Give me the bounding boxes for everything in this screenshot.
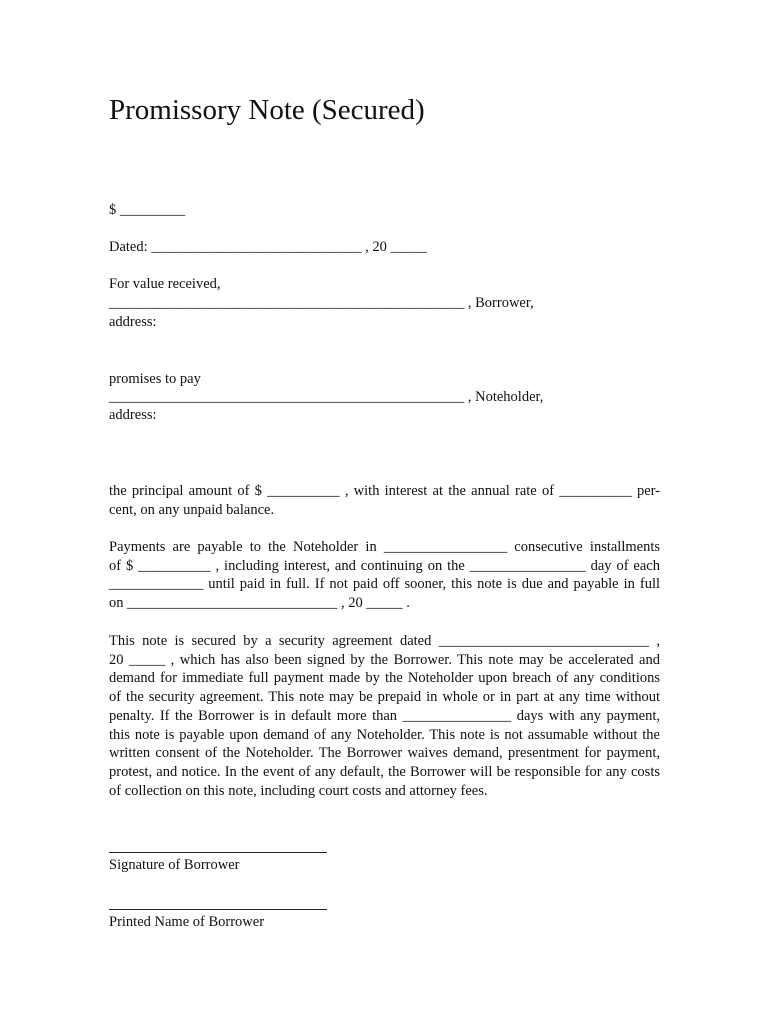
paragraph-line: demand for immediate full payment made by the Noteholder upon breach of any conditions [109,670,660,687]
paragraph-line: 20 _____ , which has also been signed by the Borrower. This note may be accelerated and [109,651,660,668]
noteholder-line: _________________________________________________ , Noteholder, [109,389,544,405]
paragraph-line: _____________ until paid in full. If not paid off sooner, this note is due and payable in full [109,576,660,593]
noteholder-address-label: address: [109,407,157,423]
paragraph-line: the principal amount of $ __________ , with interest at the annual rate of __________ per- [109,483,660,499]
paragraph-line: cent, on any unpaid balance. [109,501,275,518]
promises-to-pay: promises to pay [109,371,201,387]
paragraph-line: of $ __________ , including interest, and continuing on the ________________ day of each [109,557,660,574]
amount-line: $ _________ [109,202,186,218]
printed-name-label: Printed Name of Borrower [109,914,265,930]
signature-rule [109,852,327,853]
paragraph-line: Payments are payable to the Noteholder in _________________ consecutive installments [109,539,660,555]
paragraph-line: of the security agreement. This note may be prepaid in whole or in part at any time without [109,689,660,706]
paragraph-line: protest, and notice. In the event of any default, the Borrower will be responsible for any costs [109,763,660,780]
borrower-address-label: address: [109,314,157,330]
document-title: Promissory Note (Secured) [109,94,425,126]
paragraph-line: of collection on this note, including court costs and attorney fees. [109,782,488,799]
security-paragraph [109,632,660,800]
payments-paragraph [109,538,660,613]
printed-name-rule [109,909,327,910]
borrower-line: _________________________________________________ , Borrower, [109,295,534,311]
paragraph-line: This note is secured by a security agreement dated _____________________________ , [109,633,660,649]
paragraph-line: written consent of the Noteholder. The Borrower waives demand, presentment for payment, [109,745,660,762]
paragraph-line: penalty. If the Borrower is in default more than _______________ days with any payment, [109,707,660,724]
principal-paragraph [109,482,660,519]
for-value-received: For value received, [109,276,221,292]
paragraph-line: this note is payable upon demand of any Noteholder. This note is not assumable without the [109,726,660,743]
signature-label: Signature of Borrower [109,857,240,873]
dated-line: Dated: _____________________________ , 20 _____ [109,239,427,255]
paragraph-line: on _____________________________ , 20 _____ . [109,595,410,612]
